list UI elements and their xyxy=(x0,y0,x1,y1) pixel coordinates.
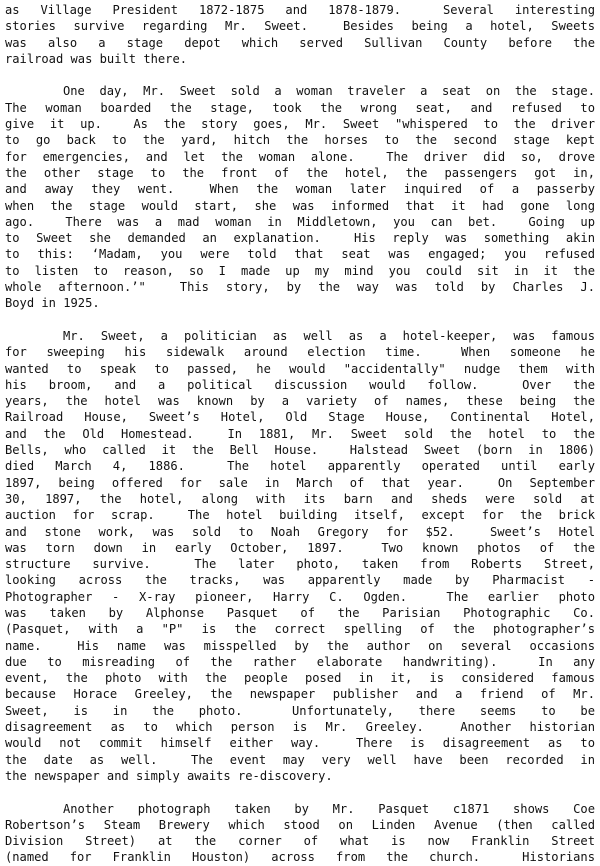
text-line: whole afternoon.’" This story, by the way was told by Charles J. xyxy=(5,280,595,295)
text-line: and stone work, was sold to Noah Gregory for $52. Sweet’s Hotel xyxy=(5,524,595,539)
text-line: (Pasquet, with a "P" is the correct spelling of the photographer’s xyxy=(5,622,595,637)
text-line: ago. There was a mad woman in Middletown, you can bet. Going up xyxy=(5,214,595,229)
text-line: years, the hotel was known by a variety of names, these being the xyxy=(5,394,595,409)
text-line: The woman boarded the stage, took the wrong seat, and refused to xyxy=(5,100,595,115)
text-line: and away they went. When the woman later inquired of a passerby xyxy=(5,182,595,197)
text-line: 30, 1897, the hotel, along with its barn and sheds were sold at xyxy=(5,491,595,506)
paragraph-village-president xyxy=(5,2,595,67)
text-line: (named for Franklin Houston) across from the church. Historians xyxy=(5,850,595,865)
text-line: to go back to the yard, hitch the horses to the second stage kept xyxy=(5,133,595,148)
text-line: would not commit himself either way. There is disagreement as to xyxy=(5,736,595,751)
text-line: Division Street) at the corner of what is now Franklin Street xyxy=(5,834,595,849)
text-line: event, the photo with the people posed in it, is considered famous xyxy=(5,671,595,686)
text-line: Bells, who called it the Bell House. Halstead Sweet (born in 1806) xyxy=(5,443,595,458)
text-line: due to misreading of the rather elaborate handwriting). In any xyxy=(5,654,595,669)
text-line: stories survive regarding Mr. Sweet. Besides being a hotel, Sweets xyxy=(5,19,595,34)
text-line: the date as well. The event may very well have been recorded in xyxy=(5,752,595,767)
paragraph-brewery-photo xyxy=(5,801,595,866)
paragraph-gap xyxy=(5,67,595,83)
text-line: the newspaper and simply awaits re-discovery. xyxy=(5,768,333,783)
text-line: for sweeping his sidewalk around election time. When someone he xyxy=(5,345,595,360)
paragraph-gap xyxy=(5,784,595,800)
text-line: Robertson’s Steam Brewery which stood on Linden Avenue (then called xyxy=(5,817,595,832)
text-line: to Sweet she demanded an explanation. His reply was something akin xyxy=(5,231,595,246)
text-line: Mr. Sweet, a politician as well as a hotel-keeper, was famous xyxy=(63,328,595,343)
text-line: auction for scrap. The hotel building itself, except for the brick xyxy=(5,508,595,523)
text-line: for emergencies, and let the woman alone. The driver did so, drove xyxy=(5,149,595,164)
text-line: was taken by Alphonse Pasquet of the Parisian Photographic Co. xyxy=(5,605,595,620)
text-line: structure survive. The later photo, taken from Roberts Street, xyxy=(5,557,595,572)
text-line: was also a stage depot which served Sullivan County before the xyxy=(5,35,595,50)
text-line: Boyd in 1925. xyxy=(5,296,100,311)
text-line: died March 4, 1886. The hotel apparently operated until early xyxy=(5,459,595,474)
text-line: to this: ‘Madam, you were told that seat was engaged; you refused xyxy=(5,247,595,262)
text-line: name. His name was misspelled by the author on several occasions xyxy=(5,638,595,653)
text-line: Photographer - X-ray pioneer, Harry C. Ogden. The earlier photo xyxy=(5,589,595,604)
text-line: as Village President 1872-1875 and 1878-1879. Several interesting xyxy=(5,3,595,17)
text-line: the other stage to the front of the hotel, the passengers got in, xyxy=(5,165,595,180)
paragraph-politician-hotel xyxy=(5,328,595,784)
paragraph-stage-story xyxy=(5,83,595,311)
text-line: give it up. As the story goes, Mr. Sweet "whispered to the driver xyxy=(5,117,595,132)
text-line: Another photograph taken by Mr. Pasquet c1871 shows Coe xyxy=(63,801,595,816)
text-line: was torn down in early October, 1897. Two known photos of the xyxy=(5,540,595,555)
text-line: and the Old Homestead. In 1881, Mr. Sweet sold the hotel to the xyxy=(5,426,595,441)
text-line: to listen to reason, so I made up my mind you could sit in it the xyxy=(5,263,595,278)
text-line: 1897, being offered for sale in March of that year. On September xyxy=(5,475,595,490)
text-line: wanted to speak to passed, he would "accidentally" nudge them with xyxy=(5,361,595,376)
text-line: Railroad House, Sweet’s Hotel, Old Stage House, Continental Hotel, xyxy=(5,410,595,425)
paragraph-gap xyxy=(5,312,595,328)
document-page xyxy=(5,2,595,865)
text-line: when the stage would start, she was informed that it had gone long xyxy=(5,198,595,213)
text-line: because Horace Greeley, the newspaper publisher and a friend of Mr. xyxy=(5,687,595,702)
text-line: looking across the tracks, was apparently made by Pharmacist - xyxy=(5,573,595,588)
text-line: Sweet, is in the photo. Unfortunately, there seems to be xyxy=(5,703,595,718)
text-line: disagreement as to which person is Mr. Greeley. Another historian xyxy=(5,720,595,735)
text-line: railroad was built there. xyxy=(5,51,188,66)
text-line: his broom, and a political discussion would follow. Over the xyxy=(5,377,595,392)
text-line: One day, Mr. Sweet sold a woman traveler a seat on the stage. xyxy=(63,84,595,99)
